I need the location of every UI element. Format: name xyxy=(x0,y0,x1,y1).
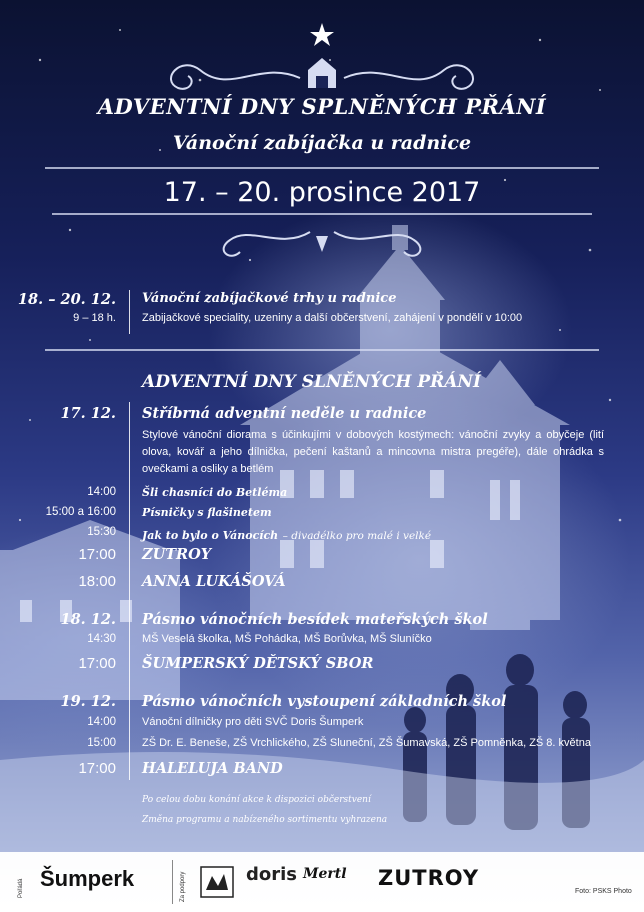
day3-event-1-title: Vánoční dílničky pro děti SVČ Doris Šumperk xyxy=(142,716,364,728)
region-crest-icon xyxy=(200,866,234,898)
program-title: ADVENTNÍ DNY SLNĚNÝCH PŘÁNÍ xyxy=(142,372,481,392)
day2-title: Pásmo vánočních besídek mateřských škol xyxy=(142,611,488,628)
day3-event-2-time: 15:00 xyxy=(87,737,116,749)
note-changes: Změna programu a nabízeného sortimentu vyhrazena xyxy=(142,815,388,825)
day1-event-1-time: 14:00 xyxy=(87,486,116,498)
note-refreshments: Po celou dobu konání akce k dispozici občerstvení xyxy=(142,795,371,805)
day3-event-3-time: 17:00 xyxy=(78,760,116,777)
day1-event-3-note: – divadélko pro malé i velké xyxy=(282,530,432,542)
day1-event-3-time: 15:30 xyxy=(87,526,116,538)
day1-description: Stylové vánoční diorama s účinkujími v dobových kostýmech: vánoční zvyky a obyčeje (lití olova, kovář a jeho dílnička, pečení kaštanů a mincovna mistra pregéře), dále ohrádka s ovečkami a osliky a betlém xyxy=(142,429,604,475)
zutroy-logo: ZUTROY xyxy=(378,866,480,890)
market-date: 18. – 20. 12. xyxy=(17,291,116,308)
photo-credit: Foto: PSKS Photo xyxy=(575,888,632,895)
day1-event-5-time: 18:00 xyxy=(78,573,116,590)
day2-date: 18. 12. xyxy=(60,611,116,628)
day1-event-4-time: 17:00 xyxy=(78,546,116,563)
market-divider xyxy=(129,290,130,334)
day1-event-2-title: Písničky s flašinetem xyxy=(142,506,272,519)
day2-event-1-time: 14:30 xyxy=(87,633,116,645)
program-divider xyxy=(129,402,130,780)
mertl-logo: Mertl xyxy=(303,866,347,882)
day1-event-5-title: ANNA LUKÁŠOVÁ xyxy=(142,573,286,590)
day1-event-1-title: Šli chasníci do Betléma xyxy=(142,486,288,499)
day2-event-1-title: MŠ Veselá školka, MŠ Pohádka, MŠ Borůvka, MŠ Sluníčko xyxy=(142,633,432,645)
doris-logo: doris xyxy=(246,864,298,885)
footer-organizer-label: Pořádá xyxy=(18,878,24,898)
day3-event-1-time: 14:00 xyxy=(87,716,116,728)
day2-event-2-title: ŠUMPERSKÝ DĚTSKÝ SBOR xyxy=(142,655,374,672)
day1-event-3-title: Jak to bylo o Vánocích xyxy=(142,529,279,542)
market-hours: 9 – 18 h. xyxy=(73,312,116,324)
market-desc: Zabijačkové speciality, uzeniny a další občerstvení, zahájení v pondělí v 10:00 xyxy=(142,312,523,324)
day1-date: 17. 12. xyxy=(60,405,116,422)
sumperk-logo: Šumperk xyxy=(40,866,135,891)
day3-date: 19. 12. xyxy=(60,693,116,710)
footer-divider xyxy=(172,860,173,904)
market-title: Vánoční zabíjačkové trhy u radnice xyxy=(142,291,397,306)
event-dates: 17. – 20. prosince 2017 xyxy=(163,177,481,208)
day3-title: Pásmo vánočních vystoupení základních škol xyxy=(142,693,507,710)
day1-event-3-content xyxy=(142,526,604,544)
day2-event-2-time: 17:00 xyxy=(78,655,116,672)
footer-support-label: Za podpory xyxy=(180,871,186,902)
day3-event-3-title: HALELUJA BAND xyxy=(142,760,283,777)
day1-event-2-time: 15:00 a 16:00 xyxy=(45,506,116,518)
day3-event-2-title: ZŠ Dr. E. Beneše, ZŠ Vrchlického, ZŠ Sluneční, ZŠ Šumavská, ZŠ Pomněnka, ZŠ 8. května xyxy=(142,737,591,749)
subtitle: Vánoční zabíjačka u radnice xyxy=(172,132,472,154)
footer-logos xyxy=(0,852,644,912)
day1-title: Stříbrná adventní neděle u radnice xyxy=(142,405,427,422)
main-title: ADVENTNÍ DNY SPLNĚNÝCH PŘÁNÍ xyxy=(97,94,547,119)
day1-event-4-title: ZUTROY xyxy=(142,546,212,563)
